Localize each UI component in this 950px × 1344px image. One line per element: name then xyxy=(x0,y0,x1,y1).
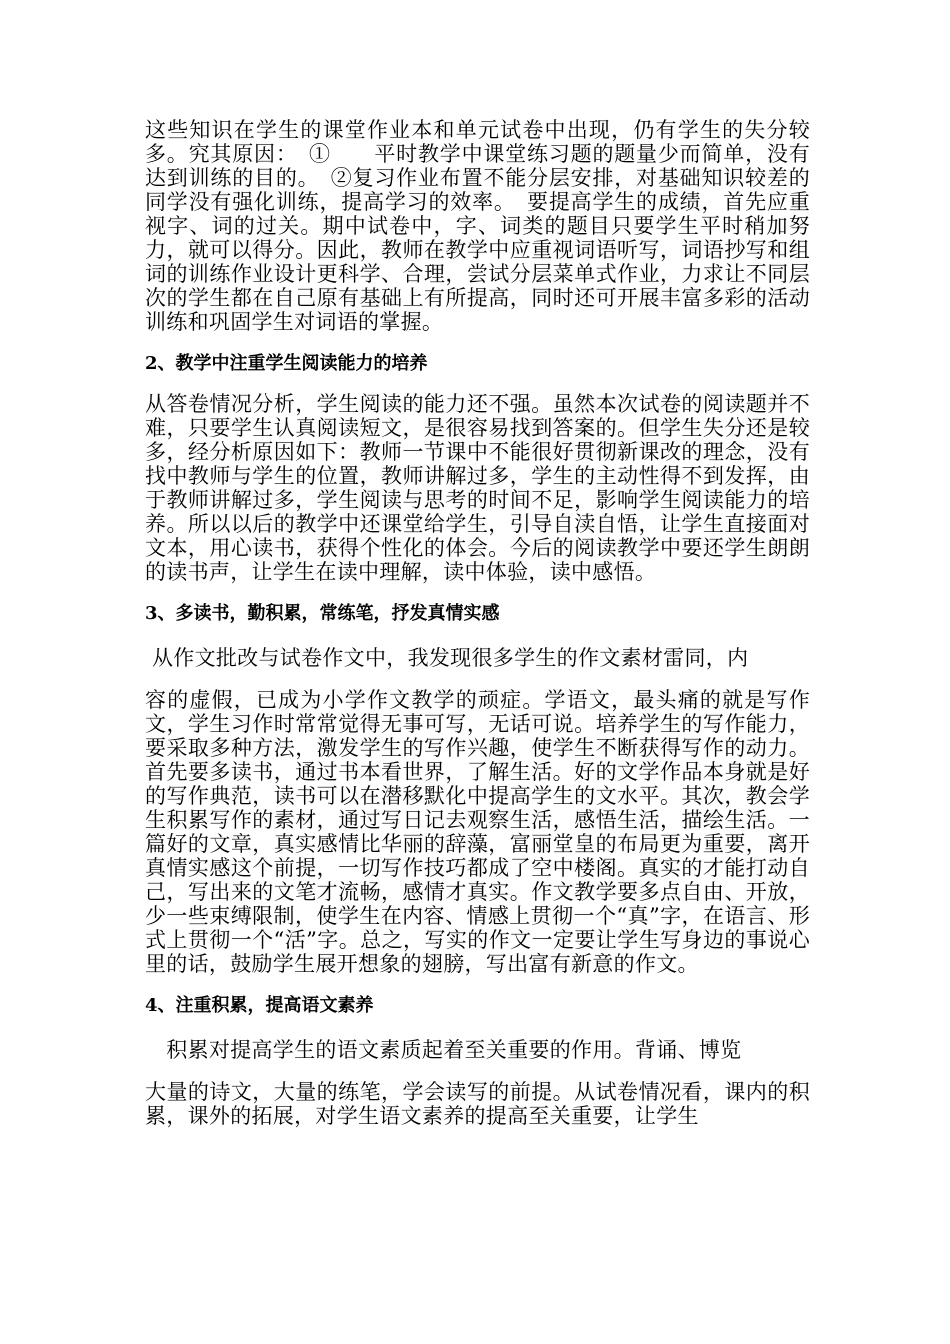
document-page xyxy=(145,118,810,1128)
paragraph-accumulation-first-line: 积累对提高学生的语文素质起着至关重要的作用。背诵、博览 xyxy=(145,1038,742,1062)
section-heading-reading: 2、教学中注重学生阅读能力的培养 xyxy=(145,353,428,374)
paragraph-vocabulary-analysis: 这些知识在学生的课堂作业本和单元试卷中出现，仍有学生的失分较多。究其原因： ① 平时教学中课堂练习题的题量少而简单，没有达到训练的目的。 ②复习作业布置不能分层安排，对基础知识较差的同学没有强化训练，提高学习的效率。 要提高学生的成绩，首先应重视字、词的过关。期中试卷中，字、词类的题目只要学生平时稍加努力，就可以得分。因此，教师在教学中应重视词语听写，词语抄写和组词的训练作业设计更科学、合理，尝试分层菜单式作业，力求让不同层次的学生都在自己原有基础上有所提高，同时还可开展丰富多彩的活动训练和巩固学生对词语的掌握。 xyxy=(145,118,810,334)
section-heading-accumulation: 4、注重积累，提高语文素养 xyxy=(145,995,374,1016)
paragraph-reading-analysis: 从答卷情况分析，学生阅读的能力还不强。虽然本次试卷的阅读题并不难，只要学生认真阅读短文，是很容易找到答案的。但学生失分还是较多，经分析原因如下：教师一节课中不能很好贯彻新课改的理念，没有找中教师与学生的位置，教师讲解过多，学生的主动性得不到发挥，由于教师讲解过多，学生阅读与思考的时间不足，影响学生阅读能力的培养。所以以后的教学中还课堂给学生，引导自渎自悟，让学生直接面对文本，用心读书，获得个性化的体会。今后的阅读教学中要还学生朗朗的读书声，让学生在读中理解，读中体验，读中感悟。 xyxy=(145,392,810,584)
paragraph-accumulation-analysis: 大量的诗文，大量的练笔，学会读写的前提。从试卷情况看，课内的积累，课外的拓展，对学生语文素养的提高至关重要，让学生 xyxy=(145,1080,810,1128)
paragraph-writing-analysis: 容的虚假，已成为小学作文教学的顽症。学语文，最头痛的就是写作文，学生习作时常常觉得无事可写，无话可说。培养学生的写作能力，要采取多种方法，激发学生的写作兴趣，使学生不断获得写作的动力。首先要多读书，通过书本看世界，了解生活。好的文学作品本身就是好的写作典范，读书可以在潜移默化中提高学生的文水平。其次，教会学生积累写作的素材，通过写日记去观察生活，感悟生活，描绘生活。一篇好的文章，真实感情比华丽的辞藻，富丽堂皇的布局更为重要，离开真情实感这个前提，一切写作技巧都成了空中楼阁。真实的才能打动自己，写出来的文笔才流畅，感情才真实。作文教学要多点自由、开放，少一些束缚限制，使学生在内容、情感上贯彻一个“真”字，在语言、形式上贯彻一个“活”字。总之，写实的作文一定要让学生写身边的事说心里的话，鼓励学生展开想象的翅膀，写出富有新意的作文。 xyxy=(145,688,810,976)
section-heading-writing: 3、多读书，勤积累，常练笔，抒发真情实感 xyxy=(145,603,500,624)
paragraph-writing-first-line: 从作文批改与试卷作文中，我发现很多学生的作文素材雷同，内 xyxy=(145,646,749,670)
